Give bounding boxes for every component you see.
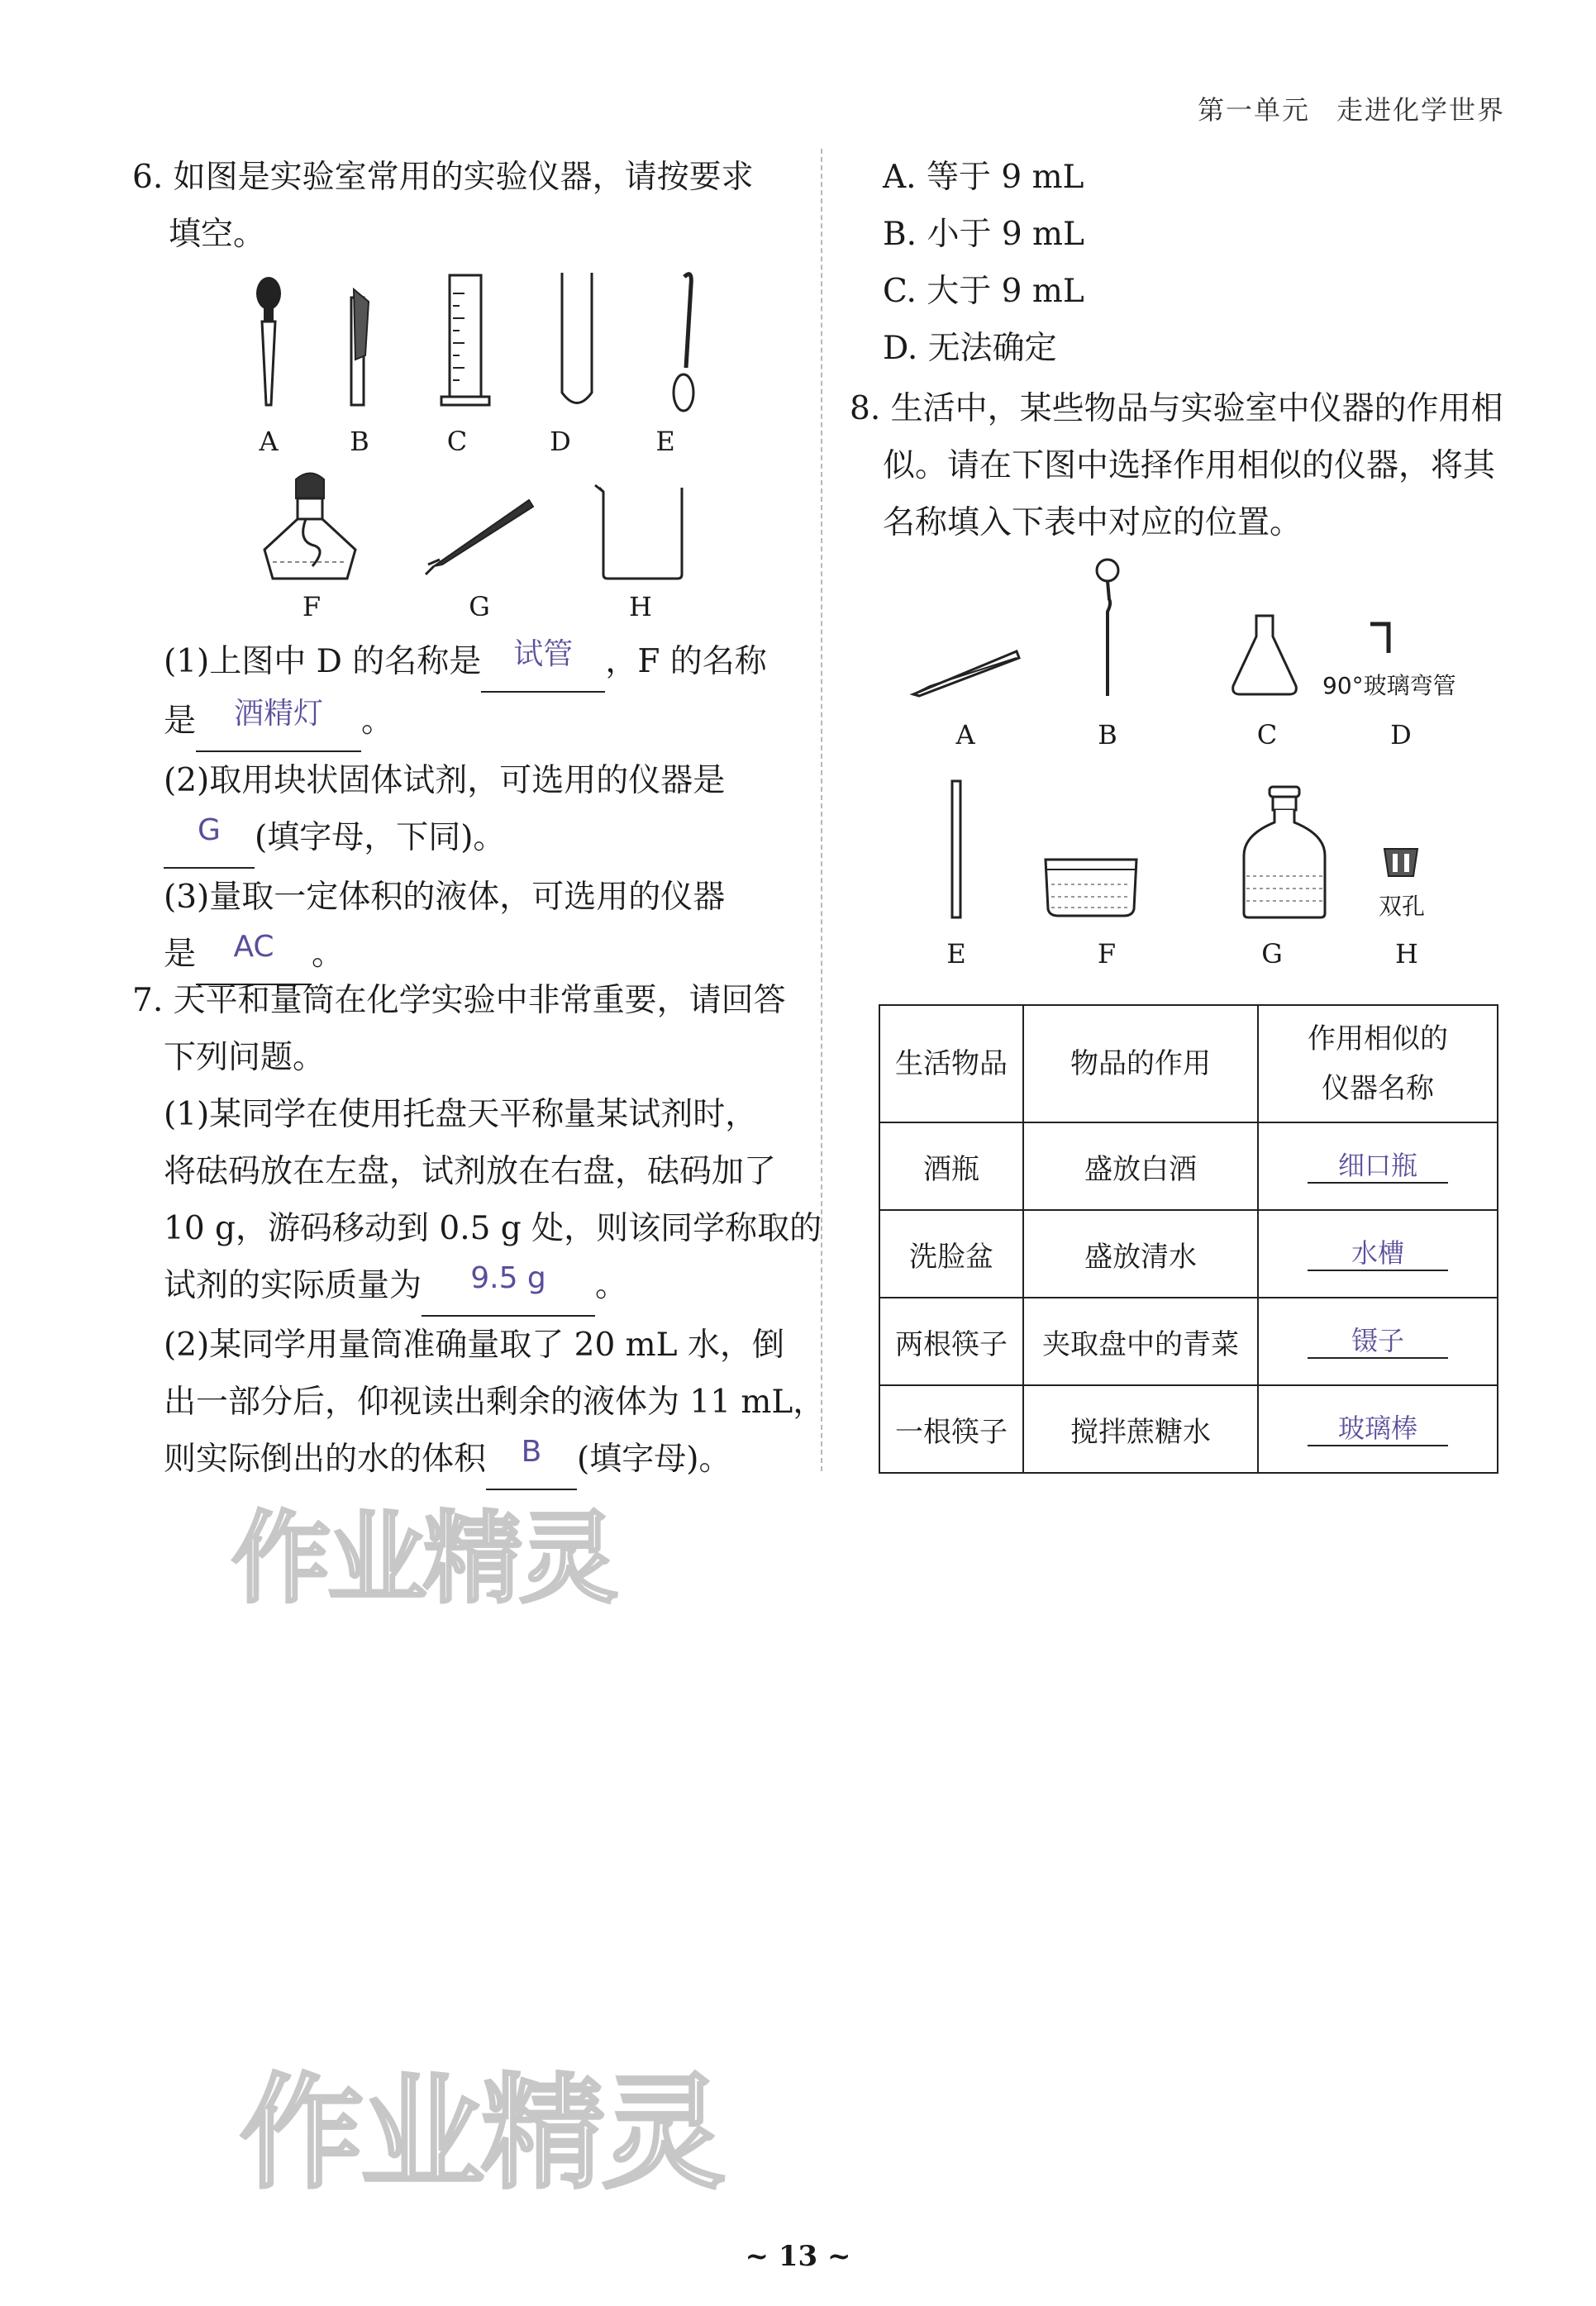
beaker-icon: [595, 485, 682, 579]
alcohol-lamp-icon: [264, 474, 355, 579]
table-cell: 酒瓶: [879, 1122, 1023, 1210]
table-cell: [1258, 1385, 1498, 1473]
rubber-stopper-icon: [1384, 849, 1417, 876]
label-g: G: [469, 591, 490, 622]
label-e: E: [655, 426, 675, 457]
dropper-icon: [1097, 560, 1118, 696]
q7-p1-line4: [132, 1257, 810, 1317]
q6-p3-text-c: 。: [312, 936, 345, 973]
q6-p1-text-b: ，F 的名称: [605, 643, 767, 680]
q7-p2-end: (填字母)。: [577, 1441, 731, 1478]
q6-stem-line1: 6. 如图是实验室常用的实验仪器，请按要求: [132, 159, 754, 196]
narrow-mouth-bottle-icon: [1244, 787, 1325, 917]
spoon-icon: [674, 274, 693, 411]
answer-text: 水槽: [1308, 1236, 1448, 1271]
label-d: D: [1390, 719, 1412, 750]
q6-part1-line1: [164, 633, 800, 693]
page-number: ~ 13 ~: [745, 2240, 851, 2273]
q7-stem-line2: 下列问题。: [164, 1039, 326, 1076]
answer-text: 玻璃棒: [1308, 1412, 1448, 1446]
q6-answer-part2: [164, 809, 255, 869]
header-line2: 仪器名称: [1322, 1072, 1434, 1105]
q6-part2-line1: (2)取用块状固体试剂，可选用的仪器是: [164, 762, 726, 799]
q8-stem-line2: 似。请在下图中选择作用相似的仪器，将其: [883, 447, 1496, 484]
label-a: A: [955, 719, 975, 750]
tweezers-icon: [426, 500, 533, 574]
q7-option-b: B. 小于 9 mL: [883, 216, 1084, 253]
answer-text: 试管: [513, 637, 574, 671]
answer-text: AC: [233, 930, 274, 964]
test-tube-icon: [562, 273, 592, 403]
q6-p2-text-b: (填字母，下同)。: [255, 819, 506, 856]
q8-table: [879, 1004, 1498, 1474]
q6-answer-d: [481, 633, 605, 693]
watermark: 作业精灵: [231, 1502, 615, 1617]
question-6-stem: [132, 149, 793, 263]
q7-p2-text: 则实际倒出的水的体积: [164, 1441, 487, 1478]
q6-part1-line2: [164, 693, 800, 752]
q7-answer-part1: [422, 1257, 595, 1317]
label-b: B: [350, 426, 369, 457]
q6-labels-row2: [248, 591, 711, 628]
graduated-cylinder-icon: [441, 275, 489, 405]
table-cell: 盛放白酒: [1023, 1122, 1258, 1210]
dropper-icon: [256, 277, 281, 405]
q6-parts: [164, 633, 800, 985]
q7-options: [883, 149, 1461, 377]
q6-p1-text-c: 是: [164, 703, 197, 740]
table-header: 物品的作用: [1023, 1005, 1258, 1122]
q7-option-d: D. 无法确定: [883, 330, 1057, 367]
unit-label: 第一单元: [1197, 94, 1310, 126]
bent-glass-tube-icon: [1370, 624, 1389, 653]
table-cell: 盛放清水: [1023, 1210, 1258, 1298]
label-h: H: [1395, 938, 1418, 970]
table-cell: 两根筷子: [879, 1298, 1023, 1385]
q8-stem-line1: 8. 生活中，某些物品与实验室中仪器的作用相: [850, 390, 1503, 427]
label-g: G: [1261, 938, 1283, 970]
table-cell: [1258, 1122, 1498, 1210]
q7-p2-line2: 出一部分后，仰视读出剩余的液体为 11 mL，: [164, 1384, 826, 1421]
q6-p3-text-b: 是: [164, 936, 197, 973]
watermark: 作业精灵: [240, 2062, 723, 2206]
tweezers-icon: [913, 651, 1019, 696]
q7-p2-line1: (2)某同学用量筒准确量取了 20 mL 水，倒: [164, 1327, 784, 1364]
q6-p1-text-d: 。: [361, 703, 394, 740]
q6-apparatus-row1: [240, 269, 719, 426]
q6-p1-text: (1)上图中 D 的名称是: [164, 643, 482, 680]
question-8-stem: [850, 380, 1511, 551]
q6-labels-row1: [244, 426, 723, 463]
answer-text: 酒精灯: [234, 697, 324, 731]
water-trough-icon: [1046, 860, 1136, 916]
q8-h-note: 双孔: [1379, 893, 1426, 920]
q8-stem-line3: 名称填入下表中对应的位置。: [883, 504, 1303, 541]
q7-option-c: C. 大于 9 mL: [883, 273, 1084, 310]
q6-part3-line1: (3)量取一定体积的液体，可选用的仪器: [164, 879, 726, 916]
table-header-row: [879, 1005, 1498, 1122]
table-row: [879, 1122, 1498, 1210]
table-cell: 搅拌蔗糖水: [1023, 1385, 1258, 1473]
test-tube-clamp-icon: [351, 289, 369, 405]
table-cell: 洗脸盆: [879, 1210, 1023, 1298]
q7-stem-line1: 7. 天平和量筒在化学实验中非常重要，请回答: [132, 982, 786, 1019]
answer-text: 镊子: [1308, 1324, 1448, 1359]
q8-d-note: 90°玻璃弯管: [1322, 672, 1456, 699]
q6-stem-line2: 填空。: [169, 216, 266, 253]
page-header: [1198, 89, 1505, 127]
q7-p1-line2: 将砝码放在左盘，试剂放在右盘，砝码加了: [164, 1153, 777, 1190]
glass-rod-icon: [952, 781, 960, 917]
q7-p1-text: 试剂的实际质量为: [164, 1267, 422, 1304]
label-d: D: [550, 426, 571, 457]
table-row: [879, 1298, 1498, 1385]
question-7: [132, 972, 826, 1490]
table-row: [879, 1210, 1498, 1298]
q6-part2-line2: [164, 809, 800, 869]
q7-p1-end: 。: [595, 1267, 628, 1304]
column-divider: [821, 149, 822, 1471]
label-c: C: [446, 426, 468, 457]
q7-option-a: A. 等于 9 mL: [883, 159, 1084, 196]
q8-labels-row1: [941, 719, 1519, 756]
table-cell: 一根筷子: [879, 1385, 1023, 1473]
label-b: B: [1098, 719, 1117, 750]
q8-labels-row2: [931, 938, 1510, 975]
table-cell: 夹取盘中的青菜: [1023, 1298, 1258, 1385]
label-f: F: [302, 591, 322, 622]
table-cell: [1258, 1210, 1498, 1298]
label-e: E: [946, 938, 966, 970]
label-a: A: [259, 426, 279, 457]
answer-text: 9.5 g: [470, 1261, 546, 1295]
q7-p1-line3: 10 g，游码移动到 0.5 g 处，则该同学称取的: [164, 1210, 822, 1247]
label-c: C: [1256, 719, 1278, 750]
header-line1: 作用相似的: [1308, 1022, 1448, 1055]
label-f: F: [1097, 938, 1117, 970]
q7-p1-line1: (1)某同学在使用托盘天平称量某试剂时，: [164, 1096, 758, 1133]
answer-text: G: [198, 813, 221, 847]
label-h: H: [629, 591, 652, 622]
answer-text: B: [521, 1435, 542, 1469]
table-header: [1258, 1005, 1498, 1122]
table-cell: [1258, 1298, 1498, 1385]
q6-apparatus-row2: [248, 467, 711, 591]
answer-text: 细口瓶: [1308, 1149, 1448, 1184]
unit-title: 走进化学世界: [1336, 94, 1505, 126]
table-row: [879, 1385, 1498, 1473]
table-header: 生活物品: [879, 1005, 1023, 1122]
conical-flask-icon: [1233, 616, 1297, 694]
q6-answer-f: [196, 693, 361, 752]
